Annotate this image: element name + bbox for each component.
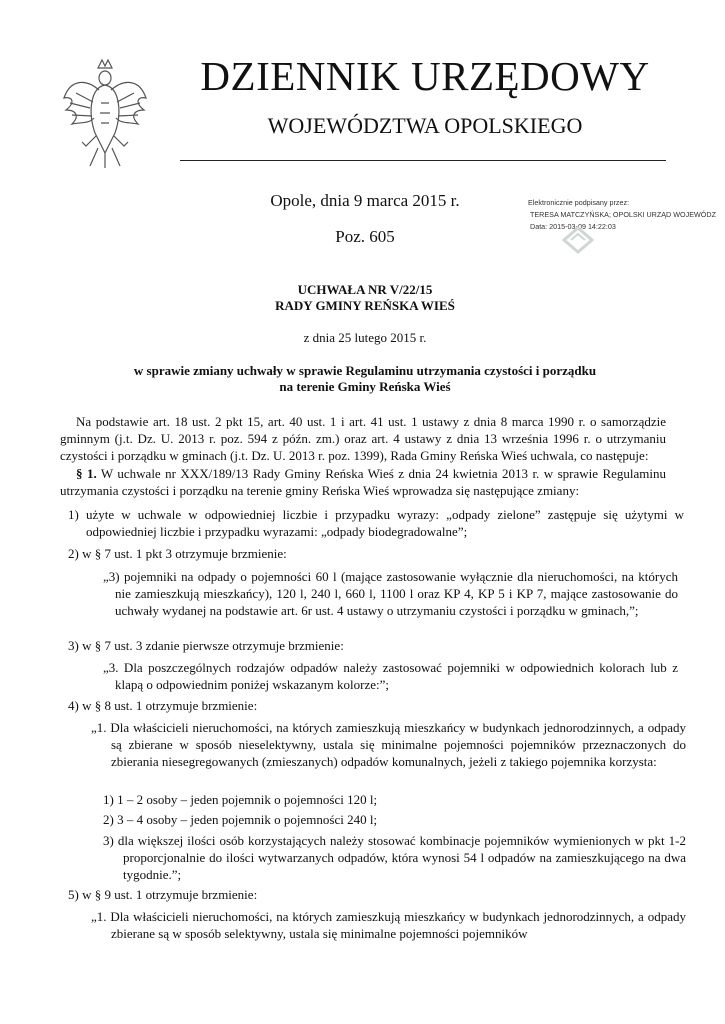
amendment-5-quote: „1. Dla właścicieli nieruchomości, na których zamieszkują mieszkańcy w budynkach jednorodzinnych, a odpady zbierane są w sposób selektywny, ustala się minimalne pojemności pojemników (91, 909, 686, 941)
section-1-label: § 1. (76, 466, 97, 481)
signature-line-3: Data: 2015-03-09 14:22:03 (530, 222, 616, 231)
section-1-text: W uchwale nr XXX/189/13 Rady Gminy Reńska Wieś z dnia 24 kwietnia 2013 r. w sprawie Regulaminu utrzymania czystości i porządku na terenie gminy Reńska Wieś wprowadza się następujące zmiany: (60, 466, 667, 498)
resolution-date: z dnia 25 lutego 2015 r. (303, 330, 427, 345)
amendment-5: 5) w § 9 ust. 1 otrzymuje brzmienie: (68, 887, 258, 902)
place-date: Opole, dnia 9 marca 2015 r. (270, 191, 460, 210)
section-1 (60, 465, 666, 499)
electronic-signature (528, 197, 718, 233)
preamble: Na podstawie art. 18 ust. 2 pkt 15, art. 40 ust. 1 i art. 41 ust. 1 ustawy z dnia 8 marca 1990 r. o samorządzie gminnym (j.t. Dz. U. 2013 r. poz. 594 z późn. zm.) oraz art. 4 ustawy z dnia 13 września 1996 r. o utrzymaniu czystości i porządku w gminach (j.t. Dz. U. 2013 r. poz. 1399), Rada Gminy Reńska Wieś uchwala, co następuje: (60, 414, 666, 463)
amendment-4-item-1: 1) 1 – 2 osoby – jeden pojemnik o pojemności 120 l; (103, 792, 378, 807)
amendment-3: 3) w § 7 ust. 3 zdanie pierwsze otrzymuje brzmienie: (68, 638, 344, 653)
signature-seal-icon (560, 226, 596, 254)
header-divider (180, 160, 666, 161)
eagle-emblem-icon (60, 58, 150, 170)
resolution-subject-2: na terenie Gminy Reńska Wieś (279, 379, 451, 394)
resolution-number: UCHWAŁA NR V/22/15 (297, 282, 433, 297)
journal-title: DZIENNIK URZĘDOWY (200, 53, 650, 99)
journal-subtitle: WOJEWÓDZTWA OPOLSKIEGO (267, 113, 583, 138)
signature-line-1: Elektronicznie podpisany przez: (528, 198, 630, 207)
amendment-3-quote: „3. Dla poszczególnych rodzajów odpadów należy zastosować pojemniki w odpowiednich kolorach lub z klapą o odpowiednim poniżej wskazanym kolorze:”; (103, 660, 678, 692)
amendment-1: 1) użyte w uchwale w odpowiedniej liczbie i przypadku wyrazy: „odpady zielone” zastępuje się użytymi w odpowiedniej liczbie i przypadku wyrazami: „odpady biodegradowalne”; (68, 507, 684, 539)
amendment-4-item-3: 3) dla większej ilości osób korzystających należy stosować kombinacje pojemników wymienionych w pkt 1-2 proporcjonalnie do ilości wytwarzanych odpadów, która wynosi 54 l odpadów na zamieszkującego na dwa tygodnie.”; (103, 833, 686, 882)
resolution-body: RADY GMINY REŃSKA WIEŚ (275, 298, 455, 313)
amendment-4: 4) w § 8 ust. 1 otrzymuje brzmienie: (68, 698, 258, 713)
resolution-subject-1: w sprawie zmiany uchwały w sprawie Regulaminu utrzymania czystości i porządku (133, 363, 597, 378)
amendment-2: 2) w § 7 ust. 1 pkt 3 otrzymuje brzmienie: (68, 546, 287, 561)
amendment-4-item-2: 2) 3 – 4 osoby – jeden pojemnik o pojemności 240 l; (103, 812, 378, 827)
position-number: Poz. 605 (335, 227, 395, 246)
amendment-4-quote: „1. Dla właścicieli nieruchomości, na których zamieszkują mieszkańcy w budynkach jednorodzinnych, a odpady są zbierane w sposób nieselektywny, ustala się minimalne pojemności pojemników przeznaczonych do zbierania niesegregowanych (zmieszanych) odpadów komunalnych, jeżeli z takiego pojemnika korzysta: (91, 720, 686, 769)
amendment-2-quote: „3) pojemniki na odpady o pojemności 60 l (mające zastosowanie wyłącznie dla nieruchomości, na których nie zamieszkują mieszkańcy), 120 l, 240 l, 660 l, 1100 l oraz KP 4, KP 5 i KP 7, mające zastosowanie do uchwały wydanej na podstawie art. 6r ust. 4 ustawy o utrzymaniu czystości i porządku w gminach,”; (103, 569, 678, 618)
signature-line-2: TERESA MATCZYŃSKA; OPOLSKI URZĄD WOJEWÓDZ (530, 210, 716, 219)
